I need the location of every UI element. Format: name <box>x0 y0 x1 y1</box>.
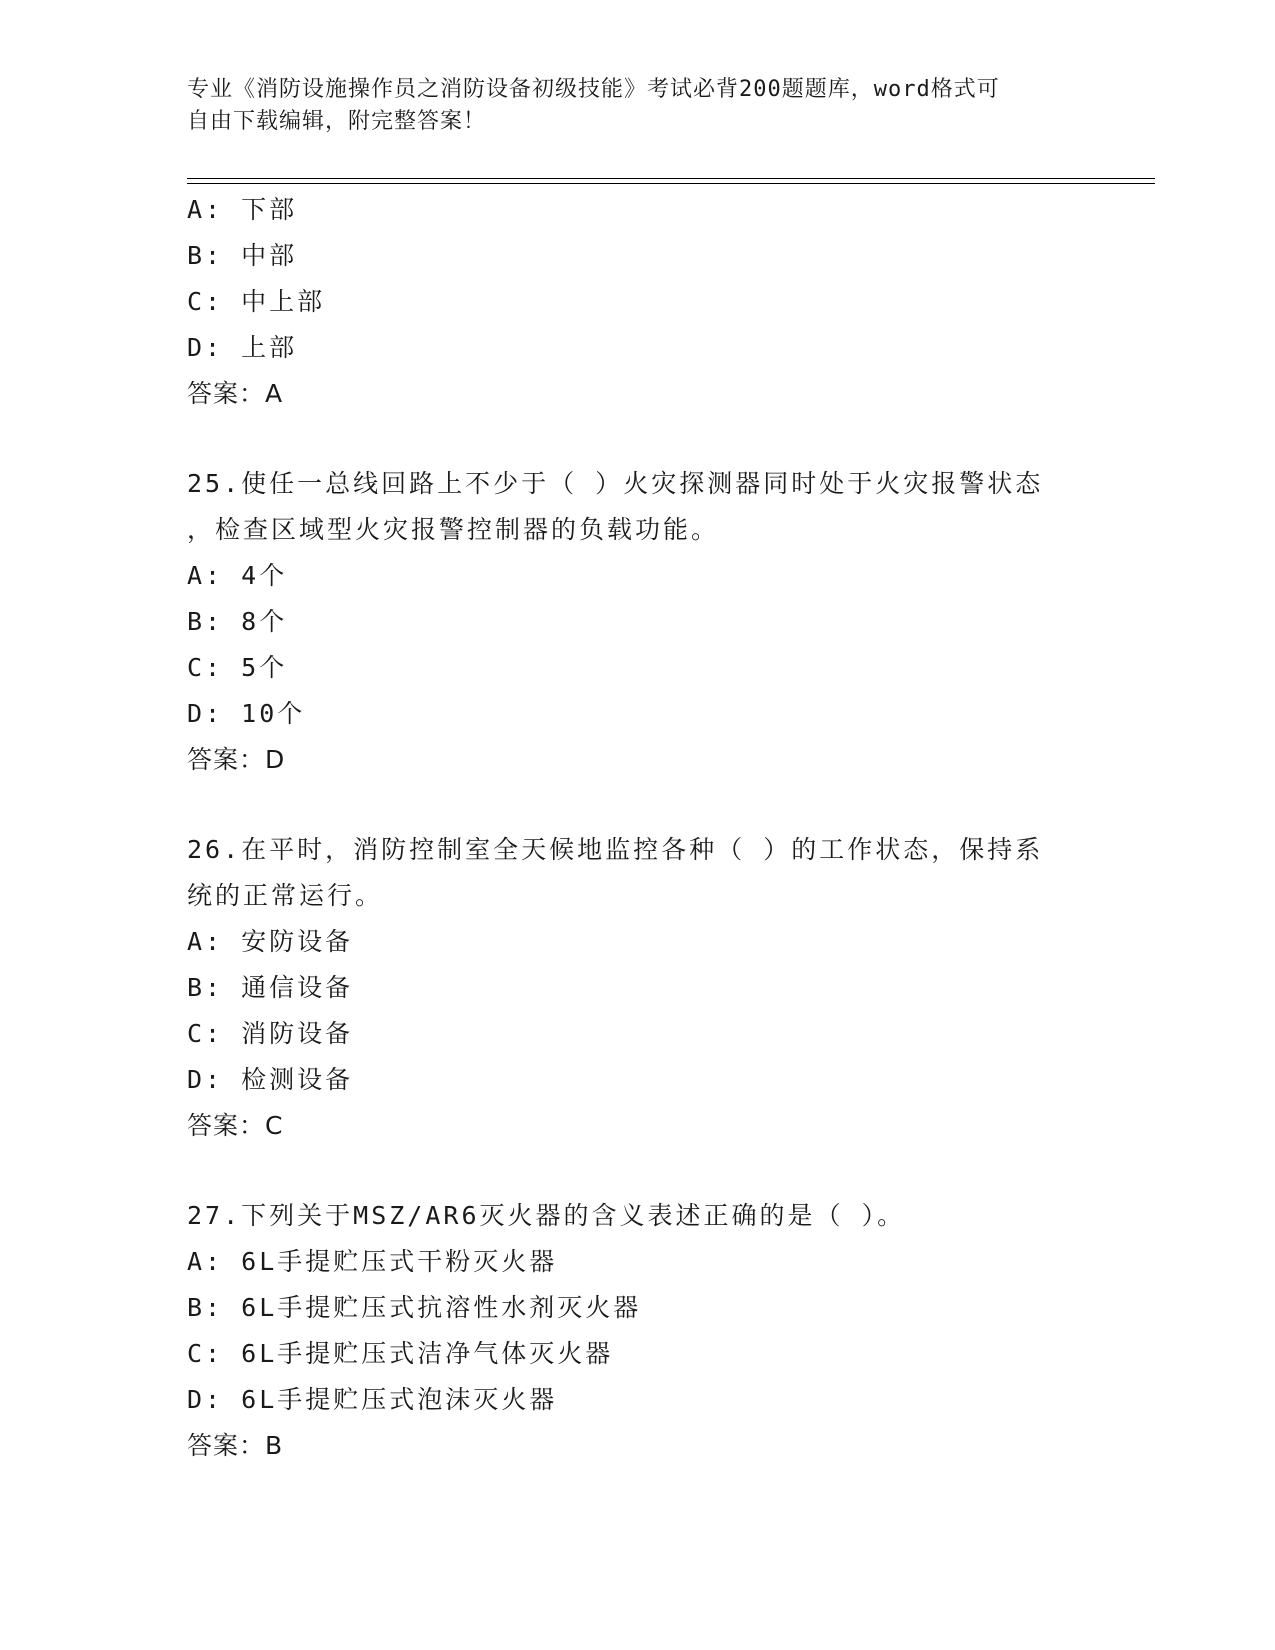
option-a: A: 下部 <box>187 195 298 224</box>
question-24 <box>187 187 1147 417</box>
question-stem-continued: 统的正常运行。 <box>187 881 384 910</box>
header-line-2: 自由下载编辑，附完整答案！ <box>187 109 487 134</box>
option-d: D: 6L手提贮压式泡沫灭火器 <box>187 1385 558 1414</box>
option-c: C: 中上部 <box>187 287 326 316</box>
answer-line: 答案：B <box>187 1431 284 1460</box>
option-b: B: 通信设备 <box>187 973 354 1002</box>
answer-line: 答案：A <box>187 379 284 408</box>
question-list <box>187 187 1147 1469</box>
header-divider-top <box>187 178 1155 179</box>
option-b: B: 8个 <box>187 607 288 636</box>
option-b: B: 中部 <box>187 241 298 270</box>
document-header <box>187 74 1067 138</box>
question-stem-continued: ，检查区域型火灾报警控制器的负载功能。 <box>187 515 720 544</box>
option-d: D: 上部 <box>187 333 298 362</box>
option-b: B: 6L手提贮压式抗溶性水剂灭火器 <box>187 1293 642 1322</box>
question-26 <box>187 827 1147 1149</box>
option-d: D: 10个 <box>187 699 306 728</box>
answer-line: 答案：D <box>187 745 286 774</box>
question-stem: 27.下列关于MSZ/AR6灭火器的含义表述正确的是（ ）。 <box>187 1201 906 1230</box>
question-stem: 25.使任一总线回路上不少于（ ）火灾探测器同时处于火灾报警状态 <box>187 469 1044 498</box>
option-a: A: 4个 <box>187 561 288 590</box>
question-stem: 26.在平时，消防控制室全天候地监控各种（ ）的工作状态，保持系 <box>187 835 1044 864</box>
header-divider-bottom <box>187 183 1155 184</box>
header-line-1: 专业《消防设施操作员之消防设备初级技能》考试必背200题题库，word格式可 <box>187 77 1000 102</box>
option-c: C: 消防设备 <box>187 1019 354 1048</box>
question-27 <box>187 1193 1147 1469</box>
question-25 <box>187 461 1147 783</box>
option-a: A: 6L手提贮压式干粉灭火器 <box>187 1247 558 1276</box>
option-c: C: 5个 <box>187 653 288 682</box>
option-a: A: 安防设备 <box>187 927 354 956</box>
option-c: C: 6L手提贮压式洁净气体灭火器 <box>187 1339 614 1368</box>
answer-line: 答案：C <box>187 1111 284 1140</box>
option-d: D: 检测设备 <box>187 1065 354 1094</box>
